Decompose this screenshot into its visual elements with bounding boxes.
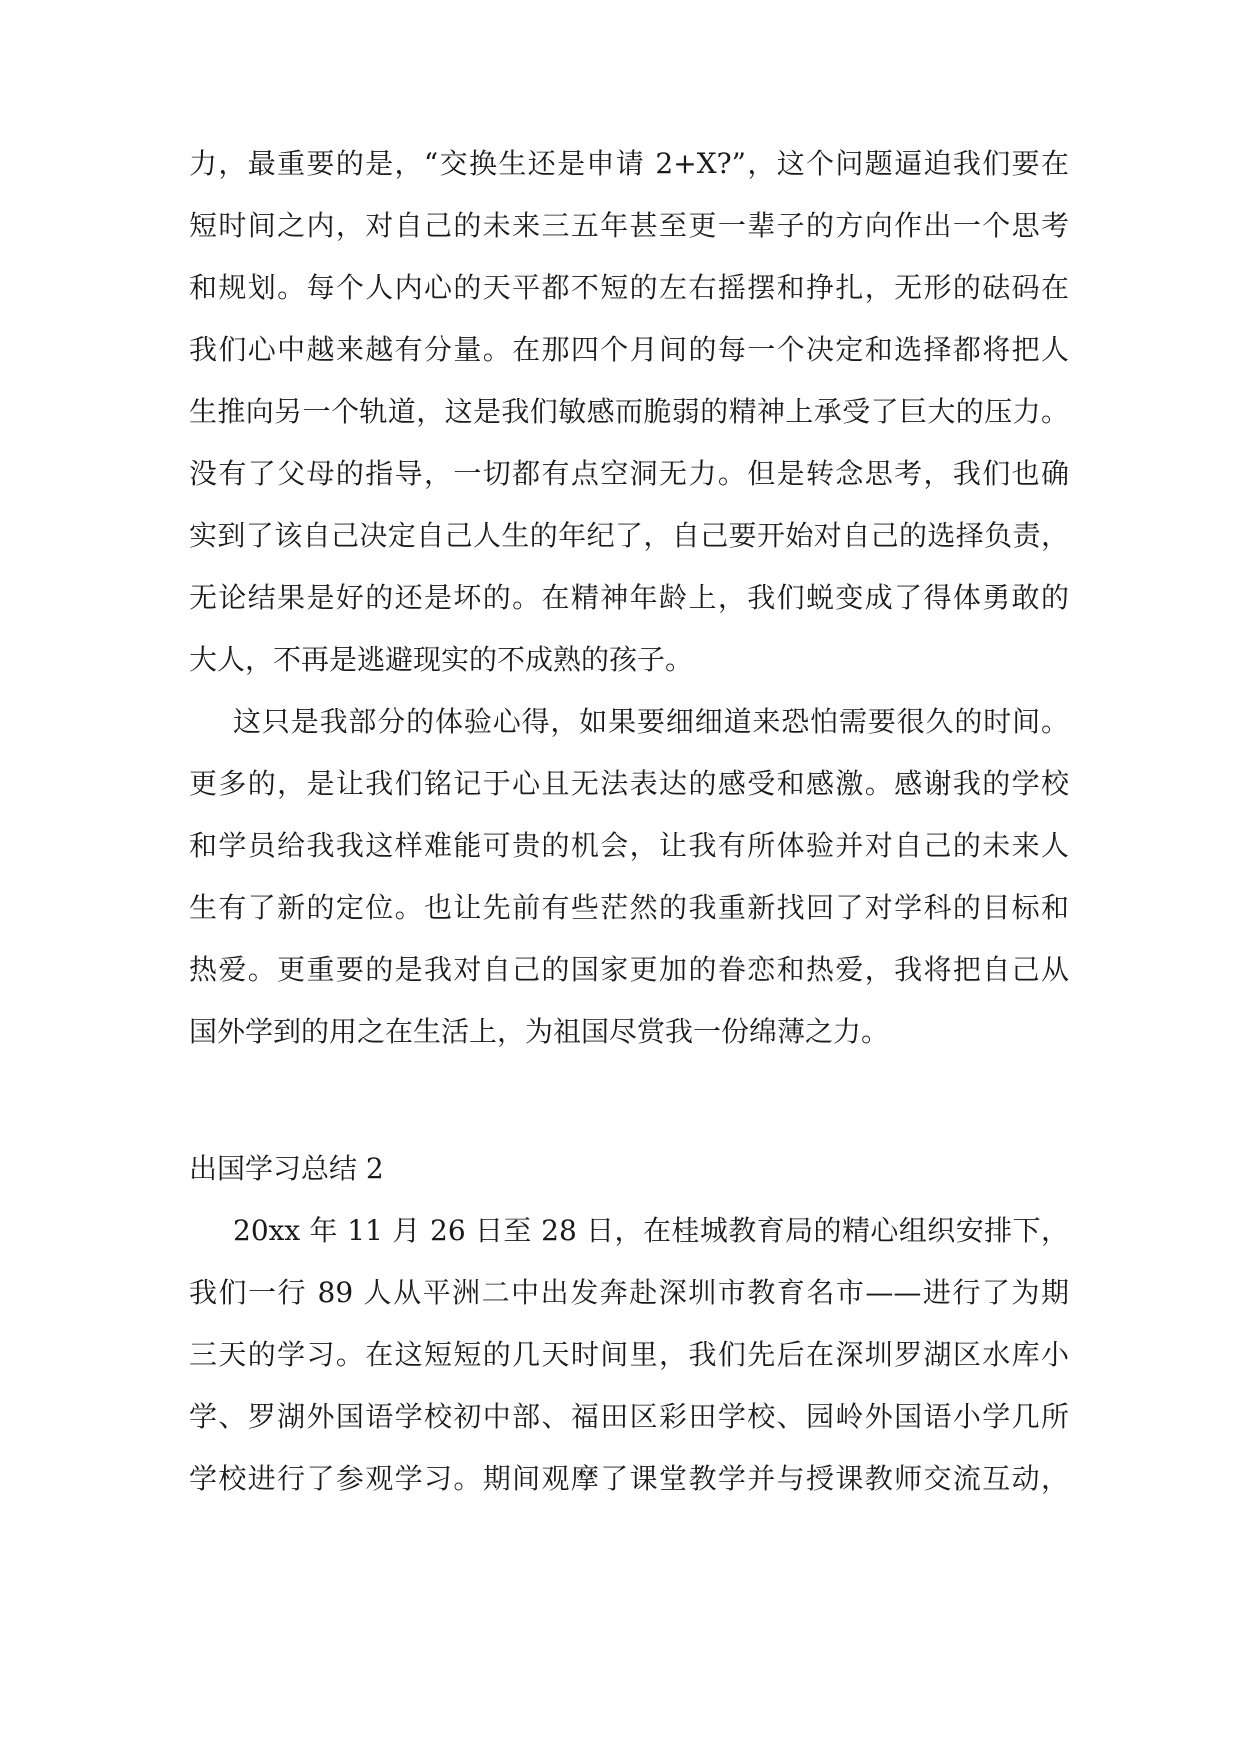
text-line: 和学员给我我这样难能可贵的机会，让我有所体验并对自己的未来人 <box>189 829 1069 862</box>
text-line: 实到了该自己决定自己人生的年纪了，自己要开始对自己的选择负责， <box>189 519 1069 552</box>
text-line: 没有了父母的指导，一切都有点空洞无力。但是转念思考，我们也确 <box>189 457 1069 490</box>
text-line: 热爱。更重要的是我对自己的国家更加的眷恋和热爱，我将把自己从 <box>189 953 1069 986</box>
text-line: 学、罗湖外国语学校初中部、福田区彩田学校、园岭外国语小学几所 <box>189 1400 1069 1433</box>
section-title: 出国学习总结 2 <box>189 1152 384 1185</box>
text-line: 这只是我部分的体验心得，如果要细细道来恐怕需要很久的时间。 <box>233 705 1069 738</box>
section-heading <box>189 1138 1069 1200</box>
text-line: 大人，不再是逃避现实的不成熟的孩子。 <box>189 643 694 676</box>
text-line: 学校进行了参观学习。期间观摩了课堂教学并与授课教师交流互动， <box>189 1462 1069 1495</box>
paragraph-study-trip <box>189 1200 1069 1510</box>
text-line: 短时间之内，对自己的未来三五年甚至更一辈子的方向作出一个思考 <box>189 209 1069 242</box>
text-line: 我们一行 89 人从平洲二中出发奔赴深圳市教育名市——进行了为期 <box>189 1276 1069 1309</box>
text-line: 更多的，是让我们铭记于心且无法表达的感受和感激。感谢我的学校 <box>189 767 1069 800</box>
text-line: 我们心中越来越有分量。在那四个月间的每一个决定和选择都将把人 <box>189 333 1069 366</box>
text-line: 生有了新的定位。也让先前有些茫然的我重新找回了对学科的目标和 <box>189 891 1069 924</box>
paragraph-continuation <box>189 133 1069 691</box>
paragraph-reflection <box>189 691 1069 1063</box>
text-line: 无论结果是好的还是坏的。在精神年龄上，我们蜕变成了得体勇敢的 <box>189 581 1069 614</box>
text-line: 生推向另一个轨道，这是我们敏感而脆弱的精神上承受了巨大的压力。 <box>189 395 1069 428</box>
text-line: 国外学到的用之在生活上，为祖国尽赏我一份绵薄之力。 <box>189 1015 890 1048</box>
text-line: 和规划。每个人内心的天平都不短的左右摇摆和挣扎，无形的砝码在 <box>189 271 1069 304</box>
text-line: 力，最重要的是，“交换生还是申请 2+X?”，这个问题逼迫我们要在 <box>189 147 1069 180</box>
text-line: 三天的学习。在这短短的几天时间里，我们先后在深圳罗湖区水库小 <box>189 1338 1069 1371</box>
text-line: 20xx 年 11 月 26 日至 28 日，在桂城教育局的精心组织安排下， <box>233 1214 1069 1247</box>
